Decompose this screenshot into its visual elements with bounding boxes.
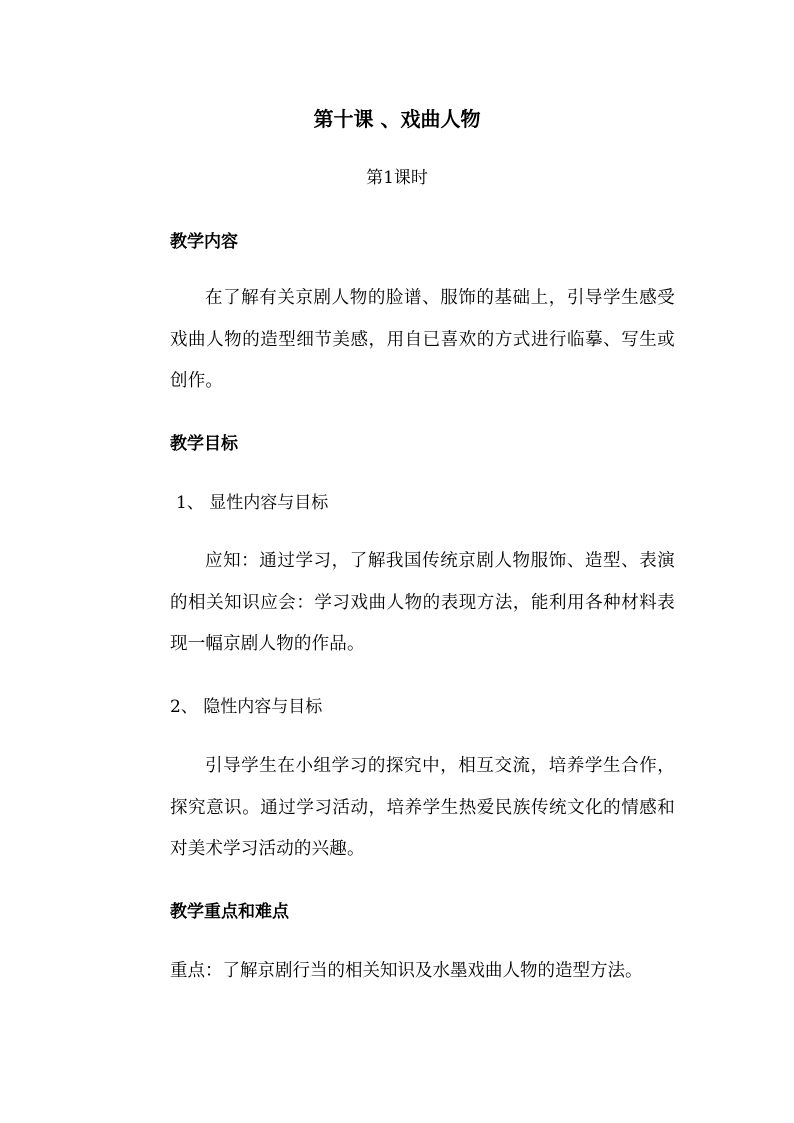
heading-key-points: 教学重点和难点	[170, 902, 289, 922]
goal-2-paragraph: 引导学生在小组学习的探究中，相互交流，培养学生合作，探究意识。通过学习活动，培养学生热爱民族传统文化的情感和对美术学习活动的兴趣。	[170, 756, 675, 859]
goal-2-label: 2、 隐性内容与目标	[170, 697, 323, 717]
heading-teaching-content: 教学内容	[170, 232, 238, 252]
goal-1-label: 1、 显性内容与目标	[176, 493, 329, 513]
goal-1-paragraph: 应知：通过学习，了解我国传统京剧人物服饰、造型、表演的相关知识应会：学习戏曲人物的表现方法，能利用各种材料表现一幅京剧人物的作品。	[170, 551, 675, 654]
page-title: 第十课 、戏曲人物	[313, 107, 481, 131]
teaching-content-paragraph: 在了解有关京剧人物的脸谱、服饰的基础上，引导学生感受戏曲人物的造型细节美感，用自已喜欢的方式进行临摹、写生或创作。	[170, 288, 675, 391]
lesson-period: 第1课时	[366, 168, 428, 188]
key-points-text: 重点：了解京剧行当的相关知识及水墨戏曲人物的造型方法。	[170, 961, 643, 981]
heading-teaching-goals: 教学目标	[170, 434, 238, 454]
